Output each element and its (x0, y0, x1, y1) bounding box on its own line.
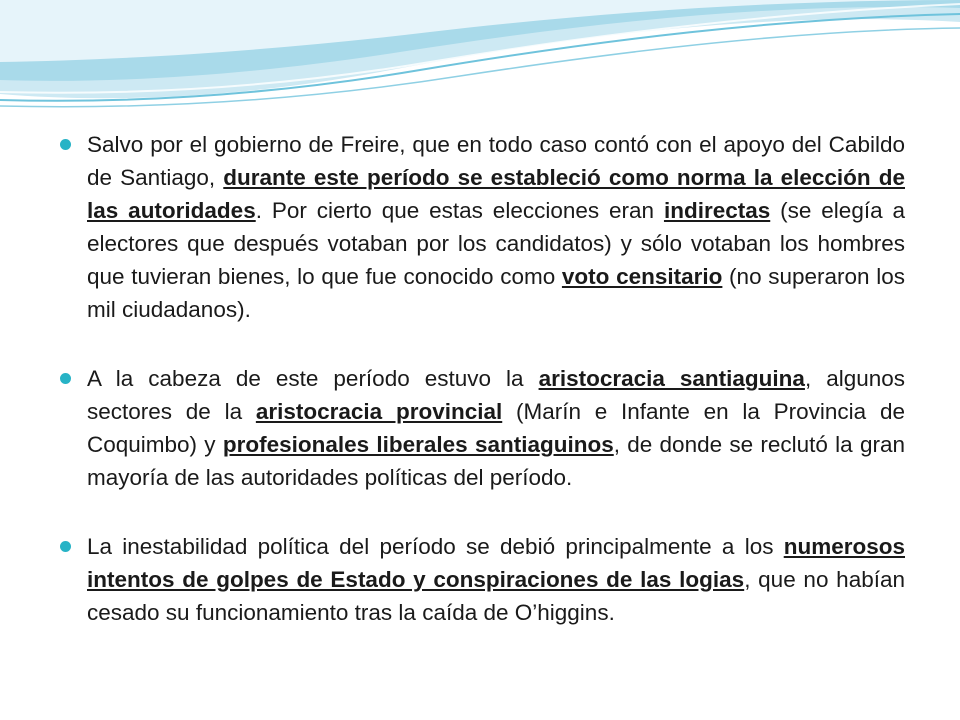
text: (se elegía a electores que después votaban por los candidatos) y sólo votaban los hombres que tuvieran bienes, lo que fue conocido como (87, 198, 906, 289)
key-term: voto censitario (561, 264, 723, 289)
key-term: profesionales liberales santiaguinos (222, 432, 614, 457)
text: A la cabeza de este período estuvo la (87, 366, 539, 391)
key-term: indirectas (663, 198, 771, 223)
text: (no superaron los mil ciudadanos). (87, 264, 905, 322)
bullet-dot-icon (60, 139, 71, 150)
text: , algunos sectores de la (87, 366, 906, 424)
text: Salvo por el gobierno de Freire, que en todo caso contó con el apoyo del Cabildo de Santiago, (87, 132, 905, 190)
key-term: aristocracia santiaguina (538, 366, 805, 391)
text: La inestabilidad política del período se debió principalmente a los (87, 534, 784, 559)
text: , de donde se reclutó la gran mayoría de las autoridades políticas del período. (87, 432, 905, 490)
text: . Por cierto que estas elecciones eran (255, 198, 664, 223)
header-wave-decoration (0, 0, 960, 130)
key-term: durante este período se estableció como norma la elección de las autoridades (87, 165, 905, 223)
slide-content (60, 128, 905, 665)
text: , que no habían cesado su funcionamiento tras la caída de O’higgins. (87, 567, 905, 625)
bullet-paragraph-3 (60, 530, 905, 629)
bullet-dot-icon (60, 373, 71, 384)
text: (Marín e Infante en la Provincia de Coquimbo) y (87, 399, 905, 457)
bullet-dot-icon (60, 541, 71, 552)
bullet-paragraph-1 (60, 128, 905, 326)
bullet-paragraph-2 (60, 362, 905, 494)
key-term: numerosos intentos de golpes de Estado y conspiraciones de las logias (87, 534, 905, 592)
key-term: aristocracia provincial (255, 399, 503, 424)
